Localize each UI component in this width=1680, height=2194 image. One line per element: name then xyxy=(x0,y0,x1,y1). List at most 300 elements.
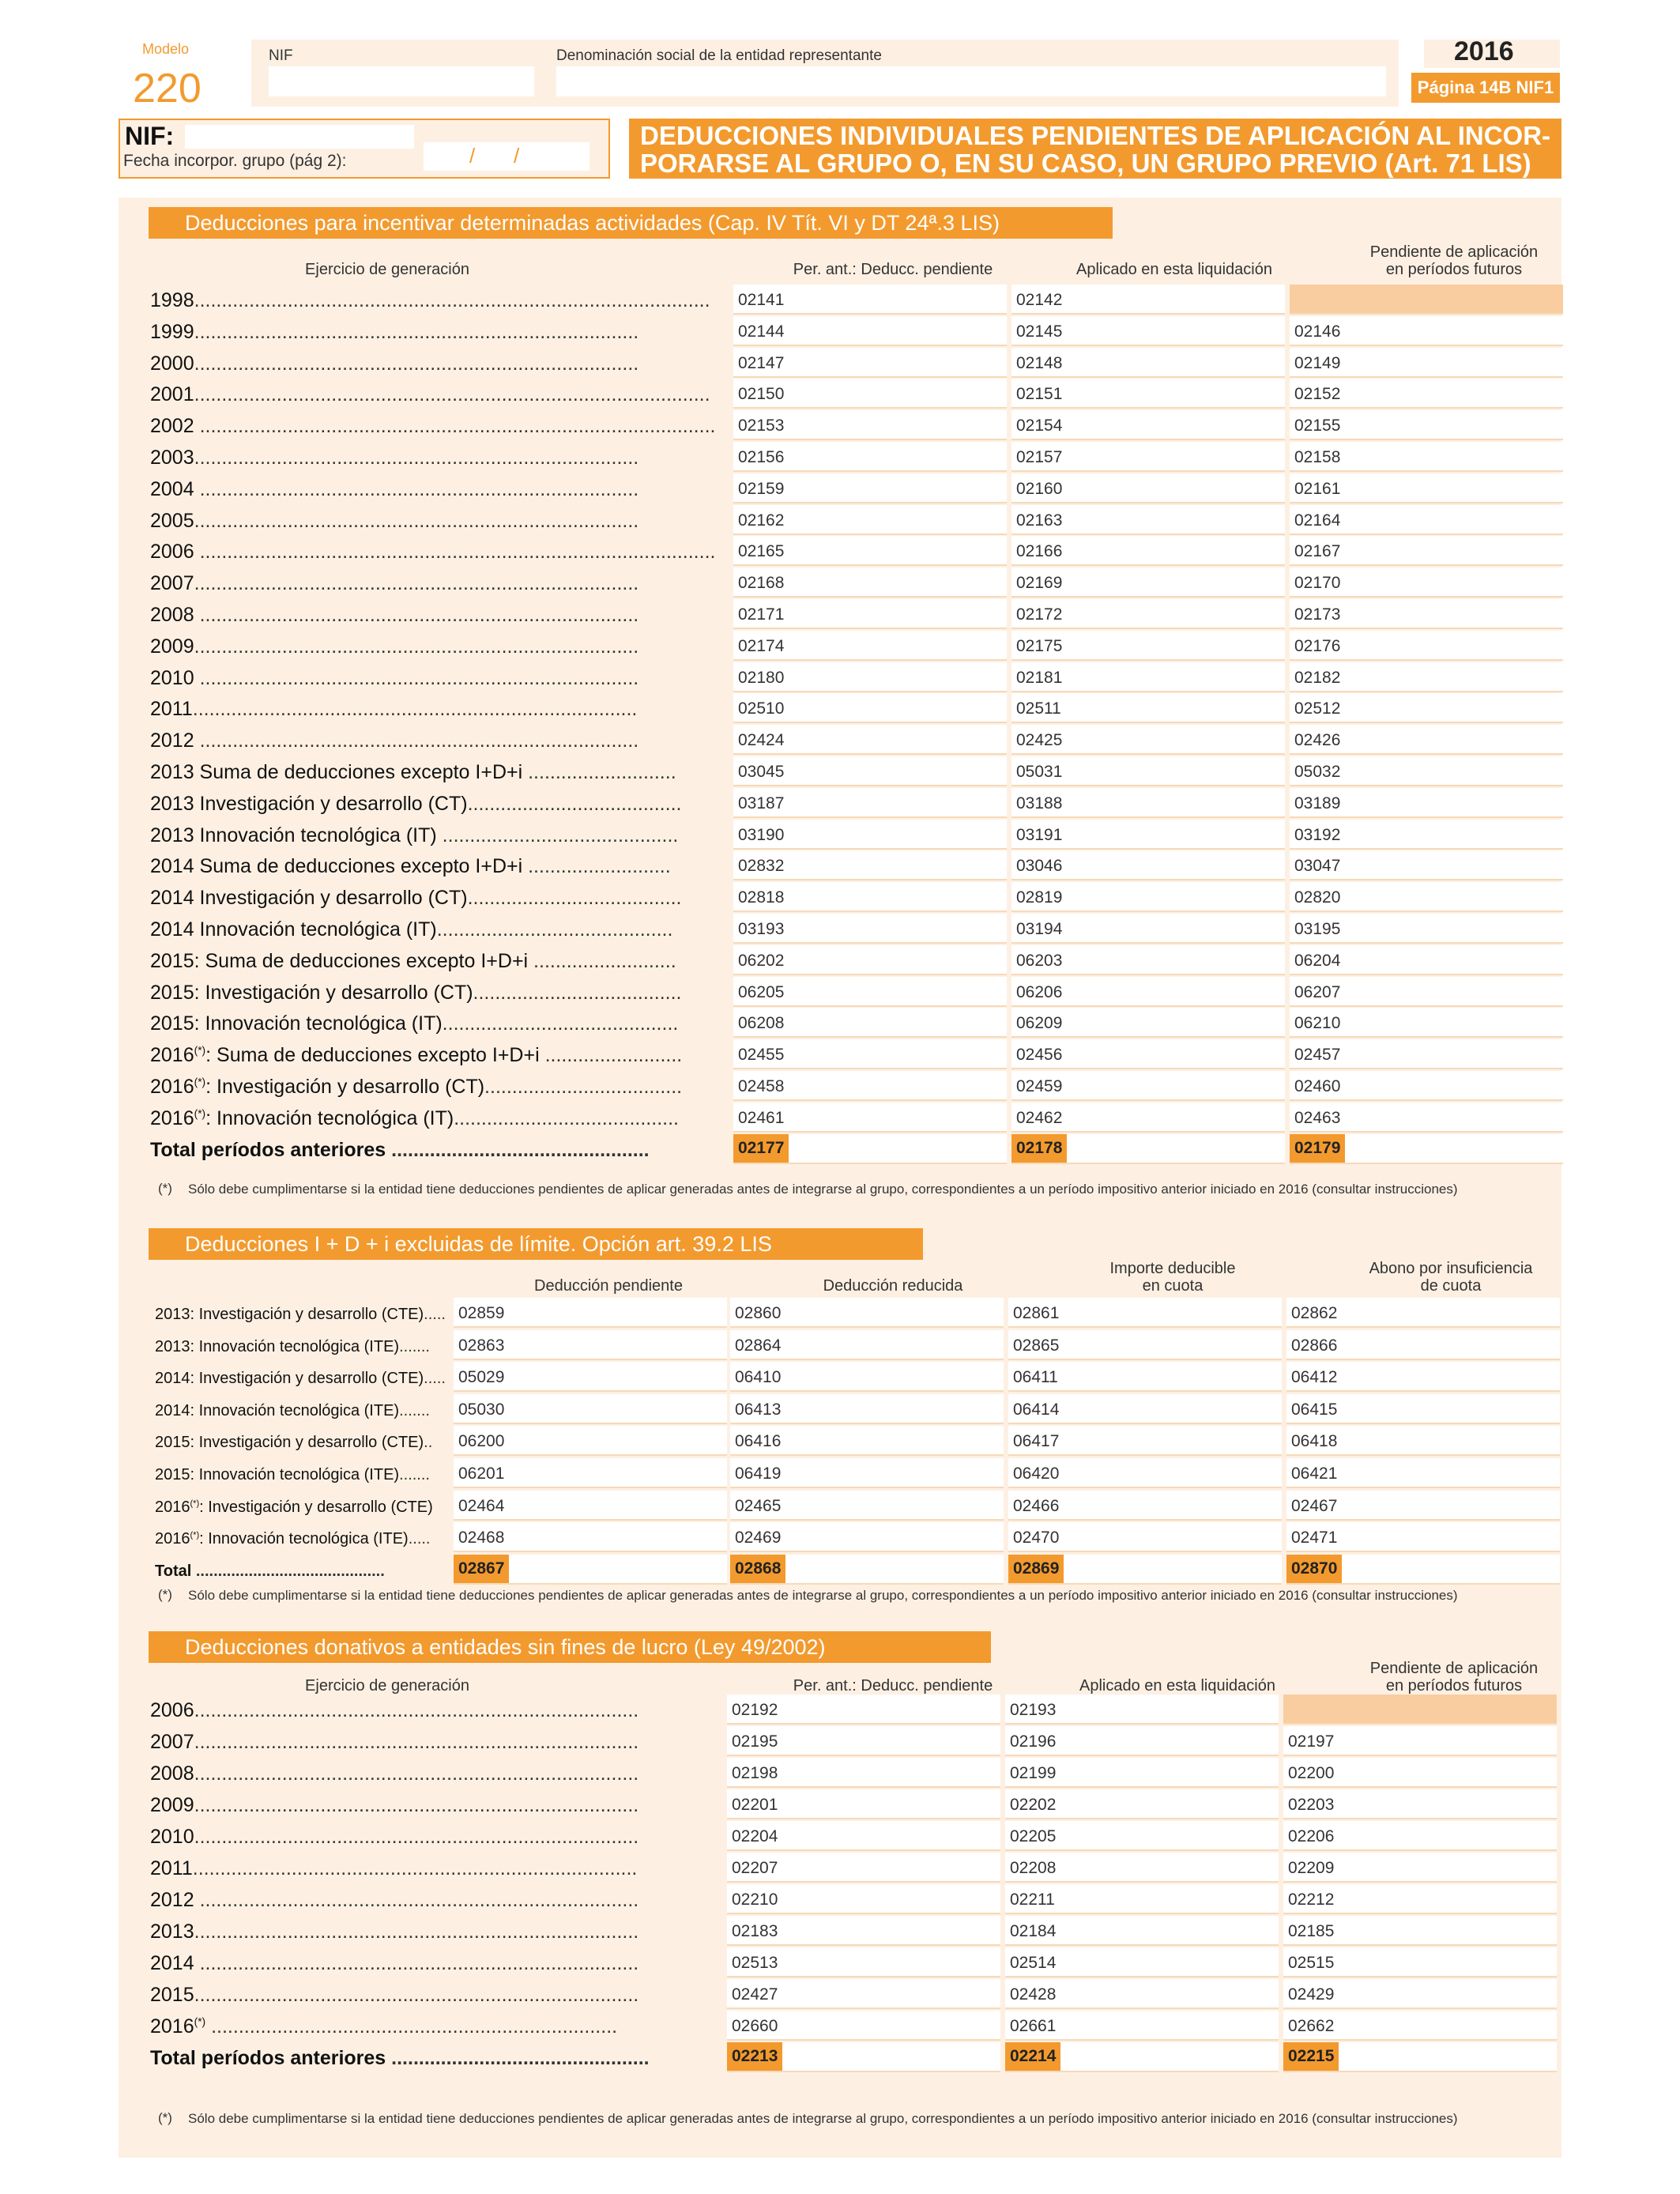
leader-dots: ................................................................................. xyxy=(194,1731,639,1753)
amount-field[interactable] xyxy=(1011,505,1285,535)
amount-field[interactable] xyxy=(1005,1884,1279,1914)
amount-field[interactable] xyxy=(1283,2042,1557,2072)
amount-field[interactable] xyxy=(733,725,1007,755)
row-label: 2006................................................................................. xyxy=(150,1699,639,1721)
amount-field[interactable] xyxy=(727,1947,1000,1977)
col-header-pendiente-line1: Pendiente de aplicación xyxy=(1369,243,1539,261)
amount-field[interactable] xyxy=(454,1491,727,1521)
box-code: 02867 xyxy=(454,1555,509,1583)
box-code: 02166 xyxy=(1016,542,1063,560)
box-code: 02158 xyxy=(1294,448,1341,466)
amount-field[interactable] xyxy=(1011,788,1285,818)
box-code: 02205 xyxy=(1010,1827,1057,1845)
amount-field[interactable] xyxy=(1290,631,1563,661)
amount-field[interactable] xyxy=(1005,2042,1279,2072)
amount-field[interactable] xyxy=(727,1853,1000,1883)
amount-field[interactable] xyxy=(733,945,1007,975)
box-code: 02214 xyxy=(1005,2042,1060,2071)
amount-field[interactable] xyxy=(1011,945,1285,975)
amount-field[interactable] xyxy=(1290,1039,1563,1069)
leader-dots: .. xyxy=(424,1434,433,1451)
amount-field[interactable] xyxy=(1011,693,1285,723)
amount-field[interactable] xyxy=(1011,756,1285,786)
box-code: 02179 xyxy=(1290,1134,1345,1163)
amount-field[interactable] xyxy=(1286,1426,1560,1456)
amount-field[interactable] xyxy=(727,2042,1000,2072)
row-label: 2013 Investigación y desarrollo (CT)....................................... xyxy=(150,793,682,815)
amount-field[interactable] xyxy=(1011,567,1285,598)
row-label: 2015................................................................................. xyxy=(150,1984,639,2006)
box-code: 02145 xyxy=(1016,322,1063,341)
box-code: 02465 xyxy=(735,1497,782,1515)
leader-dots: ...................................... xyxy=(473,982,682,1004)
amount-field[interactable] xyxy=(730,1298,1004,1328)
amount-field[interactable] xyxy=(1008,1362,1282,1392)
page-title xyxy=(629,119,1561,179)
box-code: 02511 xyxy=(1016,699,1061,718)
amount-field[interactable] xyxy=(1290,850,1563,880)
amount-field[interactable] xyxy=(733,914,1007,944)
amount-field[interactable] xyxy=(1011,1134,1285,1164)
amount-field[interactable] xyxy=(1283,1947,1557,1977)
leader-dots: ........................................... xyxy=(442,824,679,846)
denominacion-input[interactable] xyxy=(556,66,1386,96)
amount-field[interactable] xyxy=(1011,882,1285,912)
box-code: 02818 xyxy=(738,888,785,907)
amount-field[interactable] xyxy=(1011,977,1285,1007)
box-code: 02144 xyxy=(738,322,785,341)
amount-field[interactable] xyxy=(1286,1458,1560,1488)
amount-field[interactable] xyxy=(1286,1555,1560,1585)
amount-field[interactable] xyxy=(1286,1394,1560,1424)
amount-field[interactable] xyxy=(1290,820,1563,850)
year-label: 2016 xyxy=(1454,36,1514,66)
box-code: 02160 xyxy=(1016,480,1063,498)
box-code: 02155 xyxy=(1294,417,1341,435)
amount-field[interactable] xyxy=(1290,977,1563,1007)
box-code: 06208 xyxy=(738,1014,785,1032)
amount-field[interactable] xyxy=(730,1458,1004,1488)
amount-field[interactable] xyxy=(733,1134,1007,1164)
amount-field[interactable] xyxy=(1283,1821,1557,1851)
row-label: 2011................................................................................. xyxy=(150,1857,638,1879)
leader-dots: ................................................................................ xyxy=(199,729,639,752)
leader-dots: ........................... xyxy=(528,761,676,783)
amount-field[interactable] xyxy=(1011,285,1285,315)
amount-field[interactable] xyxy=(454,1555,727,1585)
row-label: 2014: Innovación tecnológica (ITE)....... xyxy=(155,1402,430,1419)
amount-field[interactable] xyxy=(1005,1947,1279,1977)
leader-dots: ................................................................................. xyxy=(194,572,639,594)
leader-dots: .......................... xyxy=(528,855,671,877)
amount-field[interactable] xyxy=(1005,1789,1279,1819)
amount-field[interactable] xyxy=(1283,1979,1557,2009)
box-code: 02510 xyxy=(738,699,785,718)
amount-field[interactable] xyxy=(733,756,1007,786)
amount-field[interactable] xyxy=(1290,693,1563,723)
box-code: 02172 xyxy=(1016,605,1063,624)
box-code: 06414 xyxy=(1013,1400,1060,1419)
box-code: 02163 xyxy=(1016,511,1063,530)
row-label: Total períodos anteriores ............................................... xyxy=(150,1139,650,1161)
amount-field[interactable] xyxy=(1005,1821,1279,1851)
box-code: 05032 xyxy=(1294,763,1341,781)
amount-field[interactable] xyxy=(733,473,1007,503)
amount-field[interactable] xyxy=(454,1522,727,1552)
amount-field[interactable] xyxy=(1290,442,1563,472)
amount-field[interactable] xyxy=(1008,1458,1282,1488)
fecha-incorporacion-input[interactable] xyxy=(424,142,590,171)
row-label: 2016(*) .......................................................................... xyxy=(150,2015,618,2038)
amount-field[interactable] xyxy=(1286,1298,1560,1328)
row-label: 2007................................................................................. xyxy=(150,572,639,594)
amount-field[interactable] xyxy=(1008,1522,1282,1552)
amount-field[interactable] xyxy=(733,1008,1007,1038)
amount-field[interactable] xyxy=(1286,1330,1560,1360)
box-code: 02661 xyxy=(1010,2017,1057,2035)
box-code: 03188 xyxy=(1016,794,1063,812)
amount-field[interactable] xyxy=(1005,1916,1279,1946)
amount-field[interactable] xyxy=(1290,1103,1563,1133)
amount-field[interactable] xyxy=(727,1916,1000,1946)
amount-field[interactable] xyxy=(727,1758,1000,1788)
amount-field[interactable] xyxy=(733,316,1007,346)
row-label: 2000................................................................................. xyxy=(150,352,639,375)
box-code: 02211 xyxy=(1010,1891,1055,1909)
amount-field[interactable] xyxy=(1005,2011,1279,2041)
amount-field[interactable] xyxy=(1290,914,1563,944)
amount-field[interactable] xyxy=(1011,850,1285,880)
amount-field[interactable] xyxy=(733,788,1007,818)
amount-field[interactable] xyxy=(1290,379,1563,409)
box-code: 02156 xyxy=(738,448,785,466)
box-code: 02820 xyxy=(1294,888,1341,907)
amount-field[interactable] xyxy=(1005,1979,1279,2009)
amount-field[interactable] xyxy=(1011,410,1285,440)
box-code: 06200 xyxy=(458,1432,505,1450)
section-header-actividades: Deducciones para incentivar determinadas actividades (Cap. IV Tít. VI y DT 24ª.3 LIS) xyxy=(149,207,1113,239)
box-code: 02859 xyxy=(458,1304,505,1322)
box-code: 02212 xyxy=(1288,1891,1335,1909)
amount-field[interactable] xyxy=(727,1821,1000,1851)
leader-dots: ....... xyxy=(399,1338,430,1355)
leader-dots: ................................................................................ xyxy=(199,1952,639,1974)
box-code: 02148 xyxy=(1016,354,1063,372)
col-header-pendiente-line1: Pendiente de aplicación xyxy=(1369,1660,1539,1677)
amount-field[interactable] xyxy=(1283,1789,1557,1819)
box-code: 02862 xyxy=(1291,1304,1338,1322)
leader-dots: ....... xyxy=(399,1402,430,1419)
col-header-abono xyxy=(1348,1260,1554,1295)
col-header-ejercicio: Ejercicio de generación xyxy=(305,1677,469,1695)
amount-field[interactable] xyxy=(733,693,1007,723)
amount-field[interactable] xyxy=(454,1362,727,1392)
amount-field[interactable] xyxy=(730,1491,1004,1521)
amount-field[interactable] xyxy=(1008,1298,1282,1328)
amount-field[interactable] xyxy=(727,2011,1000,2041)
leader-dots: ..... xyxy=(424,1370,446,1387)
row-label: 1999................................................................................. xyxy=(150,321,639,343)
leader-dots: ............................................... xyxy=(391,2047,650,2069)
footnote-mark: (*) xyxy=(190,1498,200,1509)
box-code: 02164 xyxy=(1294,511,1341,530)
amount-field[interactable] xyxy=(1011,662,1285,692)
box-code: 02455 xyxy=(738,1046,785,1064)
footnote-mark: (*) xyxy=(194,1044,206,1057)
amount-field[interactable] xyxy=(1005,1695,1279,1725)
box-code: 02165 xyxy=(738,542,785,560)
box-code: 06210 xyxy=(1294,1014,1341,1032)
leader-dots: ................................................................................. xyxy=(192,1857,638,1879)
box-code: 02428 xyxy=(1010,1985,1057,2004)
amount-field[interactable] xyxy=(1011,1103,1285,1133)
amount-field[interactable] xyxy=(1290,1008,1563,1038)
amount-field[interactable] xyxy=(727,1726,1000,1756)
modelo-number: 220 xyxy=(133,66,202,111)
row-label: 2016(*): Suma de deducciones excepto I+D+i ......................... xyxy=(150,1044,683,1066)
row-label: 2016(*): Investigación y desarrollo (CTE) xyxy=(155,1498,433,1516)
amount-field[interactable] xyxy=(1011,1008,1285,1038)
amount-field[interactable] xyxy=(1290,1134,1563,1164)
amount-field[interactable] xyxy=(733,505,1007,535)
box-code: 02861 xyxy=(1013,1304,1060,1322)
amount-field[interactable] xyxy=(1008,1426,1282,1456)
amount-field[interactable] xyxy=(454,1330,727,1360)
amount-field[interactable] xyxy=(1008,1330,1282,1360)
amount-field[interactable] xyxy=(454,1458,727,1488)
leader-dots: ....................................... xyxy=(467,793,682,815)
box-code: 02198 xyxy=(732,1764,778,1782)
amount-field[interactable] xyxy=(1290,882,1563,912)
amount-field[interactable] xyxy=(730,1522,1004,1552)
amount-field[interactable] xyxy=(730,1426,1004,1456)
amount-field[interactable] xyxy=(454,1394,727,1424)
amount-field[interactable] xyxy=(1011,599,1285,629)
row-label: 2008................................................................................. xyxy=(150,1762,639,1785)
box-code: 06415 xyxy=(1291,1400,1338,1419)
amount-field[interactable] xyxy=(1283,2011,1557,2041)
amount-field[interactable] xyxy=(1286,1362,1560,1392)
amount-field[interactable] xyxy=(730,1330,1004,1360)
box-code: 02426 xyxy=(1294,731,1341,749)
box-code: 02869 xyxy=(1008,1555,1064,1583)
amount-field[interactable] xyxy=(733,977,1007,1007)
box-code: 02171 xyxy=(738,605,785,624)
amount-field[interactable] xyxy=(1290,505,1563,535)
row-label: 2015: Suma de deducciones excepto I+D+i .......................... xyxy=(150,950,676,972)
row-label: 2012 ................................................................................ xyxy=(150,729,639,752)
box-code: 02174 xyxy=(738,637,785,655)
amount-field[interactable] xyxy=(1283,1758,1557,1788)
fecha-slash: / xyxy=(469,144,476,168)
amount-field[interactable] xyxy=(727,1979,1000,2009)
amount-field[interactable] xyxy=(1290,725,1563,755)
box-code: 02183 xyxy=(732,1922,778,1940)
amount-field[interactable] xyxy=(1008,1555,1282,1585)
amount-field[interactable] xyxy=(727,1789,1000,1819)
note-mark: (*) xyxy=(158,2110,172,2125)
leader-dots: ................................................................................. xyxy=(194,447,639,469)
amount-field[interactable] xyxy=(1290,348,1563,378)
amount-field[interactable] xyxy=(1011,1071,1285,1101)
amount-field[interactable] xyxy=(1290,599,1563,629)
amount-field[interactable] xyxy=(733,348,1007,378)
leader-dots: ......................................... xyxy=(454,1107,679,1129)
row-label: 2016(*): Innovación tecnológica (IT)......................................... xyxy=(150,1107,679,1129)
leader-dots: ................................................................................ xyxy=(199,604,639,626)
box-code: 06420 xyxy=(1013,1465,1060,1483)
amount-field[interactable] xyxy=(1283,1726,1557,1756)
box-code: 02141 xyxy=(738,291,785,309)
box-code: 02200 xyxy=(1288,1764,1335,1782)
box-code: 02167 xyxy=(1294,542,1341,560)
box-code: 02213 xyxy=(727,2042,782,2071)
amount-field[interactable] xyxy=(1290,788,1563,818)
amount-field[interactable] xyxy=(1005,1853,1279,1883)
box-code: 02149 xyxy=(1294,354,1341,372)
row-label: 2013: Innovación tecnológica (ITE)....... xyxy=(155,1338,430,1355)
amount-field[interactable] xyxy=(733,410,1007,440)
box-code: 02204 xyxy=(732,1827,778,1845)
note-mark: (*) xyxy=(158,1587,172,1602)
amount-field[interactable] xyxy=(733,379,1007,409)
row-label: 2016(*): Investigación y desarrollo (CT).................................... xyxy=(150,1076,683,1098)
leader-dots: ................................................................................ xyxy=(199,667,639,689)
box-code: 02157 xyxy=(1016,448,1063,466)
amount-field[interactable] xyxy=(454,1426,727,1456)
amount-field[interactable] xyxy=(1011,473,1285,503)
leader-dots: ................................................................................ xyxy=(199,478,639,500)
amount-field[interactable] xyxy=(454,1298,727,1328)
footnote-mark: (*) xyxy=(190,1530,200,1540)
row-label: 2002 .............................................................................................. xyxy=(150,415,716,437)
amount-field[interactable] xyxy=(1011,379,1285,409)
nif-input[interactable] xyxy=(185,125,414,149)
row-label: 2014 ................................................................................ xyxy=(150,1952,639,1974)
amount-field[interactable] xyxy=(1290,473,1563,503)
amount-field[interactable] xyxy=(1008,1394,1282,1424)
box-code: 02203 xyxy=(1288,1796,1335,1814)
box-code: 06417 xyxy=(1013,1432,1060,1450)
box-code: 02870 xyxy=(1286,1555,1342,1583)
amount-field[interactable] xyxy=(1011,442,1285,472)
amount-field[interactable] xyxy=(733,662,1007,692)
row-label: 2003................................................................................. xyxy=(150,447,639,469)
box-code: 02462 xyxy=(1016,1109,1063,1127)
box-code: 02514 xyxy=(1010,1954,1057,1972)
amount-field[interactable] xyxy=(1283,1884,1557,1914)
amount-field[interactable] xyxy=(1290,662,1563,692)
amount-field[interactable] xyxy=(730,1394,1004,1424)
amount-field[interactable] xyxy=(733,1103,1007,1133)
amount-field[interactable] xyxy=(1290,410,1563,440)
amount-field[interactable] xyxy=(1283,1916,1557,1946)
leader-dots: ....... xyxy=(399,1466,430,1483)
amount-field[interactable] xyxy=(1286,1491,1560,1521)
footnote-mark: (*) xyxy=(194,2015,206,2028)
box-code: 02181 xyxy=(1016,669,1063,687)
amount-field[interactable] xyxy=(733,1039,1007,1069)
amount-field[interactable] xyxy=(1290,945,1563,975)
leader-dots: .......................... xyxy=(533,950,676,972)
amount-field[interactable] xyxy=(733,567,1007,598)
amount-field[interactable] xyxy=(733,536,1007,566)
amount-field[interactable] xyxy=(1005,1726,1279,1756)
amount-field[interactable] xyxy=(1011,316,1285,346)
row-label: 2015: Investigación y desarrollo (CTE).. xyxy=(155,1434,433,1451)
amount-field[interactable] xyxy=(1011,914,1285,944)
amount-field[interactable] xyxy=(1008,1491,1282,1521)
amount-field[interactable] xyxy=(1011,725,1285,755)
amount-field[interactable] xyxy=(1290,536,1563,566)
amount-field[interactable] xyxy=(1283,1853,1557,1883)
amount-field[interactable] xyxy=(1011,820,1285,850)
amount-field[interactable] xyxy=(1011,348,1285,378)
amount-field[interactable] xyxy=(1290,567,1563,598)
row-label: 2015: Innovación tecnológica (ITE)....... xyxy=(155,1466,430,1483)
row-label: 2013 Innovación tecnológica (IT) ........................................... xyxy=(150,824,679,846)
amount-field[interactable] xyxy=(727,1695,1000,1725)
col-header-deduccion-reducida: Deducción reducida xyxy=(823,1277,963,1295)
box-code: 06411 xyxy=(1013,1368,1058,1386)
amount-field[interactable] xyxy=(733,599,1007,629)
footnote-mark: (*) xyxy=(194,1107,206,1120)
box-code: 02178 xyxy=(1011,1134,1067,1163)
amount-field[interactable] xyxy=(1011,631,1285,661)
amount-field[interactable] xyxy=(1290,756,1563,786)
amount-field[interactable] xyxy=(1286,1522,1560,1552)
amount-field[interactable] xyxy=(733,285,1007,315)
amount-field[interactable] xyxy=(733,631,1007,661)
box-code: 02471 xyxy=(1291,1529,1338,1547)
section-header-donativos: Deducciones donativos a entidades sin fines de lucro (Ley 49/2002) xyxy=(149,1631,991,1663)
row-label: 2012 ................................................................................ xyxy=(150,1889,639,1911)
box-code: 02868 xyxy=(730,1555,785,1583)
col-header-pendiente-line2: en períodos futuros xyxy=(1385,1677,1523,1695)
amount-field[interactable] xyxy=(1290,316,1563,346)
amount-field[interactable] xyxy=(1005,1758,1279,1788)
box-code: 06201 xyxy=(458,1465,505,1483)
amount-field[interactable] xyxy=(733,850,1007,880)
note-mark: (*) xyxy=(158,1181,172,1196)
box-code: 05029 xyxy=(458,1368,505,1386)
amount-field[interactable] xyxy=(730,1362,1004,1392)
amount-field[interactable] xyxy=(727,1884,1000,1914)
box-code: 02463 xyxy=(1294,1109,1341,1127)
row-label: 2009................................................................................. xyxy=(150,1794,639,1816)
amount-field[interactable] xyxy=(1290,1071,1563,1101)
box-code: 02460 xyxy=(1294,1077,1341,1095)
col-header-deduccion-pendiente: Deducción pendiente xyxy=(534,1277,683,1295)
leader-dots: ..... xyxy=(408,1530,431,1547)
box-code: 02184 xyxy=(1010,1922,1057,1940)
row-label: 2010 ................................................................................ xyxy=(150,667,639,689)
nif-header-input[interactable] xyxy=(269,66,534,96)
box-code: 02512 xyxy=(1294,699,1341,718)
amount-field[interactable] xyxy=(733,442,1007,472)
amount-field[interactable] xyxy=(733,820,1007,850)
box-code: 02215 xyxy=(1283,2042,1339,2071)
amount-field[interactable] xyxy=(1011,1039,1285,1069)
amount-field[interactable] xyxy=(1011,536,1285,566)
box-code: 02147 xyxy=(738,354,785,372)
row-label: 2010................................................................................. xyxy=(150,1826,639,1848)
amount-field[interactable] xyxy=(733,1071,1007,1101)
box-code: 02202 xyxy=(1010,1796,1057,1814)
amount-field[interactable] xyxy=(733,882,1007,912)
amount-field[interactable] xyxy=(730,1555,1004,1585)
leader-dots: .......................................................................... xyxy=(211,2015,618,2038)
